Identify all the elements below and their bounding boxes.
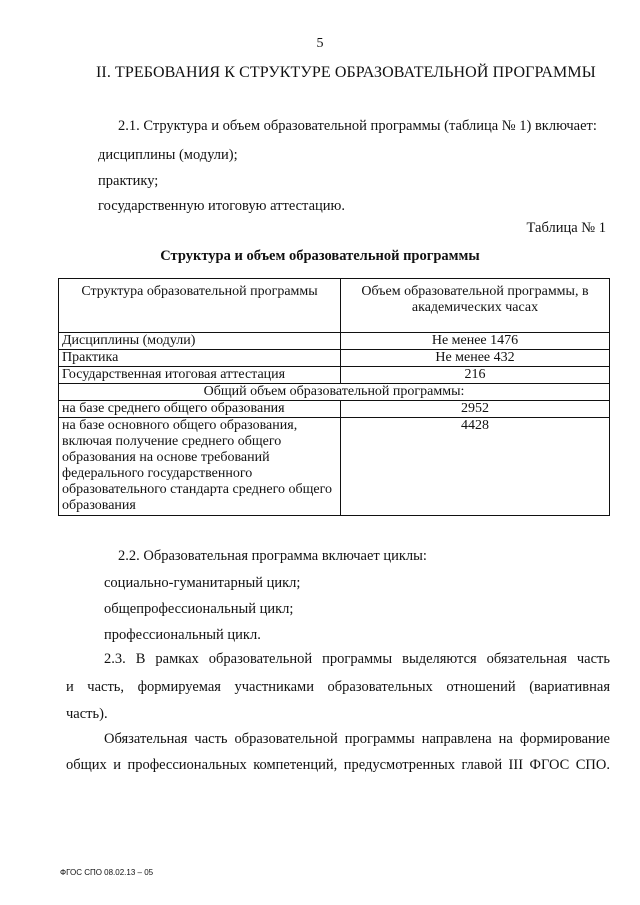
- section-2-1-item-3: государственную итоговую аттестацию.: [98, 198, 345, 214]
- row-label-basic-general: на базе основного общего образования, включая получение среднего общего образования на основе требований федерального государственного образовательного стандарта среднего общего образования: [59, 418, 341, 516]
- table-row: [59, 418, 610, 516]
- table-row: [59, 333, 610, 350]
- section-2-2-item-1: социально-гуманитарный цикл;: [104, 575, 301, 591]
- table-row: [59, 350, 610, 367]
- section-2-1-item-2: практику;: [98, 173, 159, 189]
- total-heading: Общий объем образовательной программы:: [59, 384, 610, 401]
- row-value-practice: Не менее 432: [341, 350, 610, 367]
- row-label-practice: Практика: [59, 350, 341, 367]
- row-label-disciplines: Дисциплины (модули): [59, 333, 341, 350]
- section-2-1-intro: 2.1. Структура и объем образовательной программы (таблица № 1) включает:: [118, 118, 597, 134]
- table-title: Структура и объем образовательной программы: [160, 248, 480, 264]
- table-row: [59, 367, 610, 384]
- table-number: Таблица № 1: [526, 220, 606, 236]
- table-header-row: [59, 279, 610, 333]
- mandatory-part-line-2: общих и профессиональных компетенций, предусмотренных главой III ФГОС СПО.: [66, 757, 610, 773]
- document-footer-code: ФГОС СПО 08.02.13 – 05: [60, 868, 154, 877]
- mandatory-part-line-1: Обязательная часть образовательной программы направлена на формирование: [104, 731, 610, 747]
- row-value-secondary-general: 2952: [341, 401, 610, 418]
- section-2-2-item-3: профессиональный цикл.: [104, 627, 261, 643]
- table-row: [59, 384, 610, 401]
- section-2-3-line-1: 2.3. В рамках образовательной программы выделяются обязательная часть: [104, 651, 610, 667]
- table-header-structure: Структура образовательной программы: [59, 279, 341, 333]
- row-value-disciplines: Не менее 1476: [341, 333, 610, 350]
- row-value-basic-general: 4428: [341, 418, 610, 516]
- table-row: [59, 401, 610, 418]
- section-2-3-line-3: часть).: [66, 706, 108, 722]
- section-2-2-item-2: общепрофессиональный цикл;: [104, 601, 294, 617]
- section-heading: II. ТРЕБОВАНИЯ К СТРУКТУРЕ ОБРАЗОВАТЕЛЬНОЙ ПРОГРАММЫ: [96, 64, 596, 81]
- structure-table: [58, 278, 610, 516]
- table-header-volume: Объем образовательной программы, в академических часах: [341, 279, 610, 333]
- row-value-attestation: 216: [341, 367, 610, 384]
- row-label-secondary-general: на базе среднего общего образования: [59, 401, 341, 418]
- section-2-1-item-1: дисциплины (модули);: [98, 147, 238, 163]
- row-label-attestation: Государственная итоговая аттестация: [59, 367, 341, 384]
- section-2-2-intro: 2.2. Образовательная программа включает циклы:: [118, 548, 427, 564]
- section-2-3-line-2: и часть, формируемая участниками образовательных отношений (вариативная: [66, 679, 610, 695]
- page-number: 5: [316, 36, 324, 51]
